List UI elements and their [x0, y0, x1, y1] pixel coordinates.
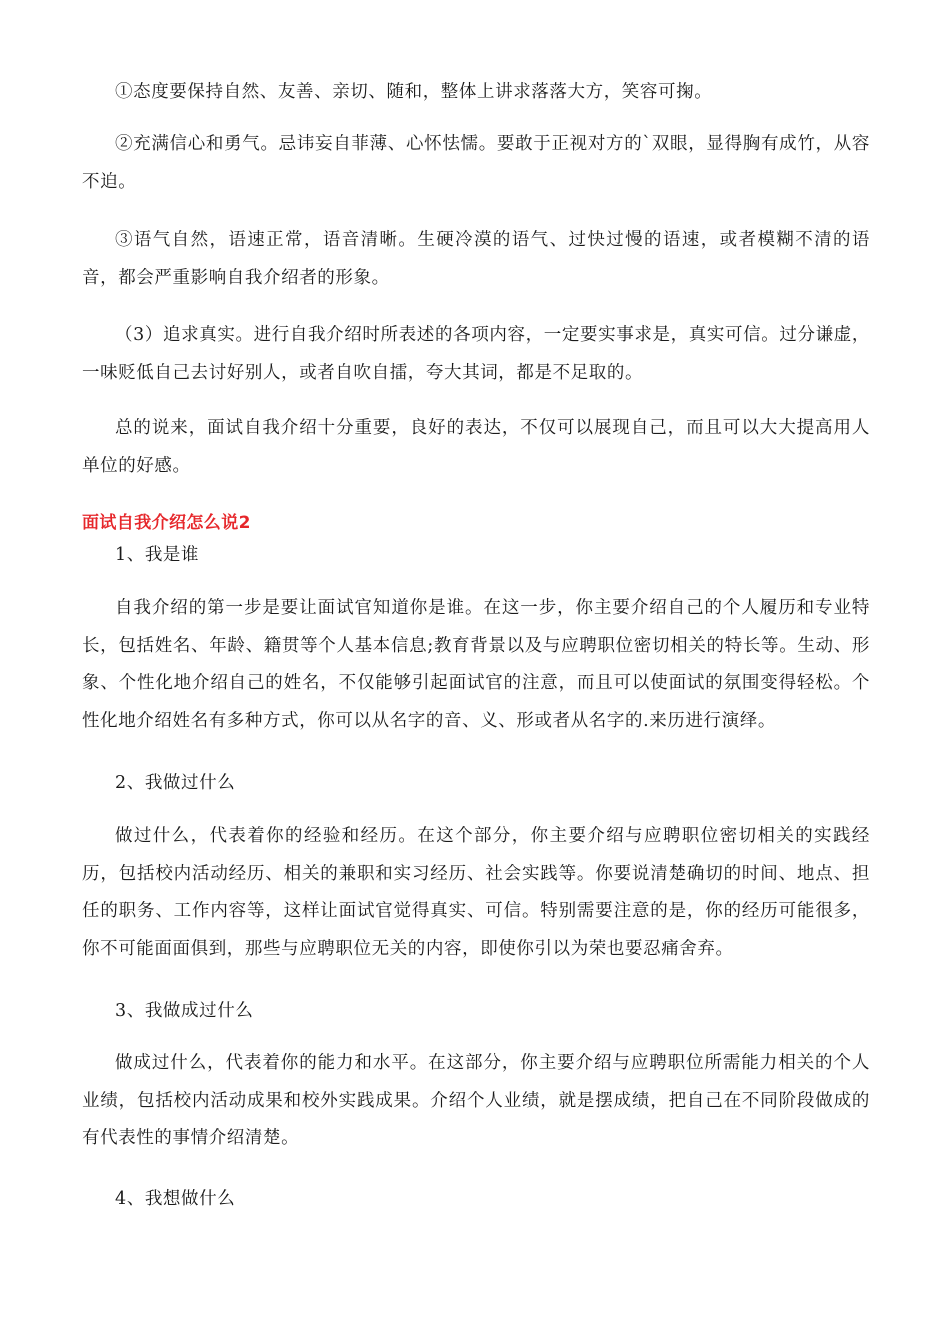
item-3-body: 做成过什么，代表着你的能力和水平。在这部分，你主要介绍与应聘职位所需能力相关的个人业绩，包括校内活动成果和校外实践成果。介绍个人业绩，就是摆成绩，把自己在不同阶段做成的有代表性的事情介绍清楚。 [82, 1053, 870, 1148]
item-4-title: 4、我想做什么 [115, 1189, 236, 1209]
section-heading: 面试自我介绍怎么说2 [82, 513, 251, 533]
truthfulness-paragraph: （3）追求真实。进行自我介绍时所表述的各项内容，一定要实事求是，真实可信。过分谦虚，一味贬低自己去讨好别人，或者自吹自擂，夸大其词，都是不足取的。 [82, 325, 870, 383]
confidence-paragraph: ②充满信心和勇气。忌讳妄自菲薄、心怀怯懦。要敢于正视对方的`双眼，显得胸有成竹，从容不迫。 [82, 134, 870, 192]
attitude-paragraph: ①态度要保持自然、友善、亲切、随和，整体上讲求落落大方，笑容可掬。 [115, 82, 713, 102]
item-1-body: 自我介绍的第一步是要让面试官知道你是谁。在这一步，你主要介绍自己的个人履历和专业特长，包括姓名、年龄、籍贯等个人基本信息;教育背景以及与应聘职位密切相关的特长等。生动、形象、个性化地介绍自己的姓名，不仅能够引起面试官的注意，而且可以使面试的氛围变得轻松。个性化地介绍姓名有多种方式，你可以从名字的音、义、形或者从名字的.来历进行演绎。 [82, 598, 870, 731]
summary-paragraph: 总的说来，面试自我介绍十分重要，良好的表达，不仅可以展现自己，而且可以大大提高用人单位的好感。 [82, 418, 870, 476]
voice-paragraph: ③语气自然，语速正常，语音清晰。生硬冷漠的语气、过快过慢的语速，或者模糊不清的语音，都会严重影响自我介绍者的形象。 [82, 230, 870, 288]
item-3-title: 3、我做成过什么 [115, 1001, 254, 1021]
item-2-body: 做过什么，代表着你的经验和经历。在这个部分，你主要介绍与应聘职位密切相关的实践经历，包括校内活动经历、相关的兼职和实习经历、社会实践等。你要说清楚确切的时间、地点、担任的职务、工作内容等，这样让面试官觉得真实、可信。特别需要注意的是，你的经历可能很多，你不可能面面俱到，那些与应聘职位无关的内容，即使你引以为荣也要忍痛舍弃。 [82, 826, 870, 959]
item-1-title: 1、我是谁 [115, 545, 200, 565]
item-2-title: 2、我做过什么 [115, 773, 236, 793]
